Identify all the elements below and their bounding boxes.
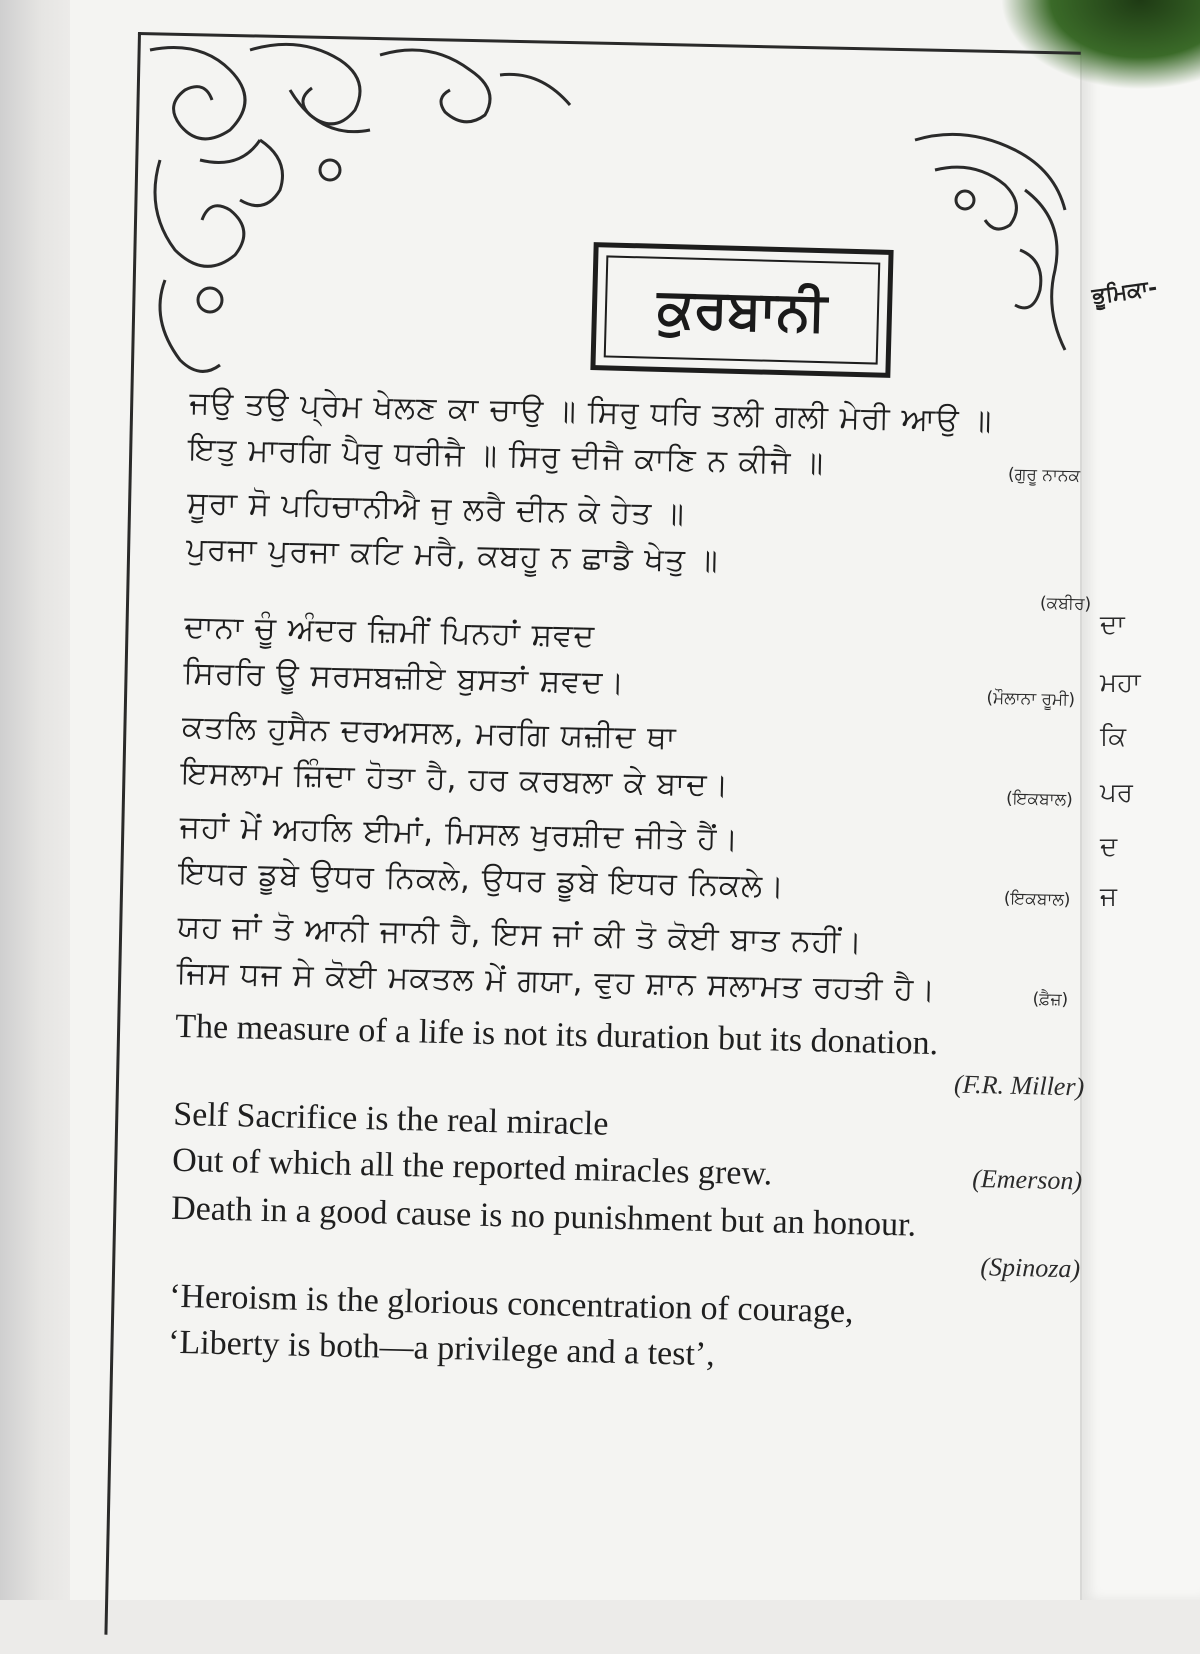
quote-line: ਇਸਲਾਮ ਜ਼ਿੰਦਾ ਹੋਤਾ ਹੈ, ਹਰ ਕਰਬਲਾ ਕੇ ਬਾਦ। bbox=[180, 754, 730, 804]
quote-attribution: (ਇਕਬਾਲ) bbox=[1003, 888, 1071, 911]
quote-line: ਜਹਾਂ ਮੇਂ ਅਹਲਿ ਈਮਾਂ, ਮਿਸਲ ਖੁਰਸ਼ੀਦ ਜੀਤੇ ਹੈਂ। bbox=[179, 808, 740, 858]
facing-page-fragment: ਜ bbox=[1100, 882, 1117, 912]
quote-line: ਜਉ ਤਉ ਪ੍ਰੇਮ ਖੇਲਣ ਕਾ ਚਾਉ ॥ ਸਿਰੁ ਧਰਿ ਤਲੀ ਗਲੀ ਮੇਰੀ ਆਉ ॥ bbox=[189, 384, 993, 440]
facing-page-fragment: ਕਿ bbox=[1100, 722, 1127, 752]
quote-line: ਪੁਰਜਾ ਪੁਰਜਾ ਕਟਿ ਮਰੈ, ਕਬਹੂ ਨ ਛਾਡੈ ਖੇਤੁ ॥ bbox=[185, 530, 720, 580]
punjabi-quote bbox=[183, 604, 1105, 717]
corner-ornament-top-left bbox=[140, 30, 580, 390]
quote-line: ਇਧਰ ਡੂਬੇ ਉਧਰ ਨਿਕਲੇ, ਉਧਰ ਡੂਬੇ ਇਧਰ ਨਿਕਲੇ। bbox=[178, 854, 786, 905]
quote-line: ਸਿਰਰਿ ਊ ਸਰਸਬਜ਼ੀਏ ਬੁਸਤਾਂ ਸ਼ਵਦ। bbox=[182, 654, 626, 701]
quote-line: ‘Heroism is the glorious concentration of courage, bbox=[168, 1277, 854, 1331]
quote-line: The measure of a life is not its duration but its donation. bbox=[174, 1007, 939, 1063]
quote-line: Death in a good cause is no punishment but an honour. bbox=[170, 1189, 917, 1244]
english-quote bbox=[172, 1092, 1094, 1199]
quote-attribution: (ਫ਼ੈਜ਼) bbox=[1032, 989, 1069, 1011]
facing-page-heading: ਭੂਮਿਕਾ- bbox=[1090, 275, 1159, 310]
quote-line: ਕਤਲਿ ਹੁਸੈਨ ਦਰਅਸਲ, ਮਰਗਿ ਯਜ਼ੀਦ ਥਾ bbox=[181, 708, 678, 757]
quote-attribution: (ਇਕਬਾਲ) bbox=[1005, 788, 1073, 811]
punjabi-quote bbox=[181, 704, 1103, 817]
punjabi-quote bbox=[176, 904, 1098, 1017]
book-gutter-shadow bbox=[0, 0, 70, 1600]
quote-line: Self Sacrifice is the real miracle bbox=[172, 1095, 609, 1143]
punjabi-quote bbox=[188, 380, 1110, 493]
english-quote bbox=[174, 1004, 1096, 1105]
english-quote bbox=[168, 1274, 1090, 1387]
chapter-title: ਕੁਰਬਾਨੀ bbox=[604, 255, 881, 364]
corner-ornament-top-right bbox=[905, 120, 1080, 370]
quote-line: Out of which all the reported miracles grew. bbox=[171, 1141, 773, 1193]
quotations-body bbox=[167, 380, 1109, 1395]
quote-line: ਯਹ ਜਾਂ ਤੋ ਆਨੀ ਜਾਨੀ ਹੈ, ਇਸ ਜਾਂ ਕੀ ਤੋ ਕੋਈ ਬਾਤ ਨਹੀਂ। bbox=[177, 908, 864, 961]
quote-attribution: (ਮੌਲਾਨਾ ਰੂਮੀ) bbox=[986, 688, 1076, 711]
quote-line: ਇਤੁ ਮਾਰਗਿ ਪੈਰੁ ਧਰੀਜੈ ॥ ਸਿਰੁ ਦੀਜੈ ਕਾਣਿ ਨ ਕੀਜੈ ॥ bbox=[188, 430, 825, 482]
quote-attribution: (Emerson) bbox=[971, 1163, 1083, 1196]
quote-line: ‘Liberty is both—a privilege and a test’, bbox=[167, 1323, 716, 1374]
facing-page-fragment: ਮਹਾ bbox=[1100, 668, 1141, 698]
quote-attribution: (ਗੁਰੂ ਨਾਨਕ bbox=[1007, 464, 1081, 487]
quote-line: ਦਾਨਾ ਚੂੰ ਅੰਦਰ ਜ਼ਿਮੀਂ ਪਿਨਹਾਂ ਸ਼ਵਦ bbox=[183, 608, 596, 655]
chapter-title-box bbox=[590, 242, 893, 378]
punjabi-quote bbox=[178, 804, 1100, 917]
quote-attribution: (ਕਬੀਰ) bbox=[1039, 593, 1092, 615]
facing-page-fragment: ਦ bbox=[1100, 832, 1118, 862]
facing-page-fragment: ਦਾ bbox=[1100, 610, 1125, 640]
quote-line: ਸੂਰਾ ਸੋ ਪਹਿਚਾਨੀਐ ਜੁ ਲਰੈ ਦੀਨ ਕੇ ਹੇਤ ॥ bbox=[186, 484, 686, 533]
facing-page-fragment: ਪਰ bbox=[1100, 778, 1133, 808]
quote-attribution: (Spinoza) bbox=[980, 1252, 1081, 1284]
quote-line: ਜਿਸ ਧਜ ਸੇ ਕੋਈ ਮਕਤਲ ਮੇਂ ਗਯਾ, ਵੁਹ ਸ਼ਾਨ ਸਲਾਮਤ ਰਹਤੀ ਹੈ। bbox=[176, 954, 937, 1009]
punjabi-quote bbox=[185, 480, 1107, 617]
quote-attribution: (F.R. Miller) bbox=[953, 1069, 1085, 1102]
